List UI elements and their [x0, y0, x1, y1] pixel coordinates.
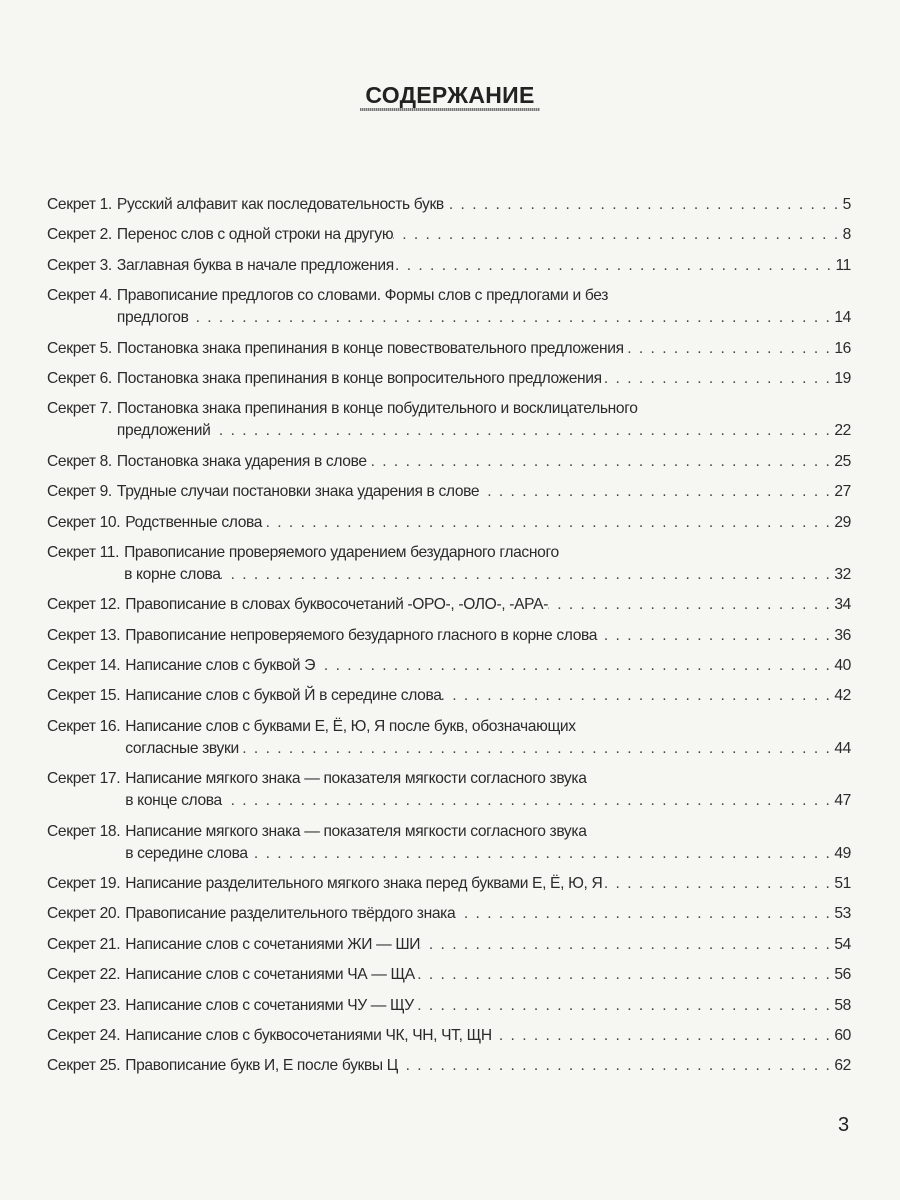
- dot-leader: [393, 224, 842, 246]
- toc-entry-label: Секрет 25.: [47, 1057, 121, 1075]
- dot-leader: [602, 873, 834, 895]
- toc-entry-label: Секрет 24.: [47, 1026, 121, 1044]
- toc-entry: [47, 338, 851, 360]
- toc-entry-label: Секрет 16.: [47, 717, 121, 735]
- toc-entry-title: Написание мягкого знака — показателя мягкости согласного звука: [125, 822, 587, 840]
- toc-entry-title: Трудные случаи постановки знака ударения в слове: [116, 483, 480, 501]
- toc-entry-label: Секрет 5.: [47, 339, 112, 357]
- dot-leader: [414, 995, 834, 1017]
- toc-entry: [47, 625, 851, 647]
- toc-entry-page: 47: [834, 792, 851, 810]
- dot-leader: [479, 481, 834, 503]
- toc-entry-title: Постановка знака препинания в конце повествовательного предложения: [116, 339, 624, 357]
- toc-entry: [47, 903, 851, 925]
- toc-entry-title: Заглавная буква в начале предложения: [116, 256, 394, 274]
- toc-entry-title: Правописание проверяемого ударением безударного гласного: [124, 543, 559, 561]
- toc-entry-label: Секрет 2.: [47, 226, 112, 244]
- toc-entry-page: 8: [842, 226, 851, 244]
- toc-entry: [47, 398, 851, 442]
- toc-entry-label: Секрет 13.: [47, 626, 121, 644]
- toc-entry-page: 58: [834, 996, 851, 1014]
- toc-entry-label: Секрет 7.: [47, 400, 112, 418]
- toc-entry-title: Постановка знака препинания в конце побудительного и восклицательного: [116, 400, 638, 418]
- dot-leader: [444, 194, 843, 216]
- toc-entry: [47, 655, 851, 677]
- dot-leader: [211, 420, 835, 442]
- toc-entry-page: 53: [834, 905, 851, 923]
- toc-entry-label: Секрет 23.: [47, 996, 121, 1014]
- toc-entry-label: Секрет 4.: [47, 287, 112, 305]
- toc-entry-title: Написание слов с буквой Й в середине слова: [125, 687, 442, 705]
- toc-entry-page: 25: [834, 452, 851, 470]
- dot-leader: [222, 790, 834, 812]
- page-title: СОДЕРЖАНИЕ: [365, 82, 535, 108]
- toc-entry-page: 19: [834, 369, 851, 387]
- toc-entry: [47, 1055, 851, 1077]
- toc-entry-page: 51: [834, 875, 851, 893]
- dot-leader: [602, 368, 835, 390]
- toc-entry-label: Секрет 17.: [47, 770, 121, 788]
- dot-leader: [442, 685, 835, 707]
- toc-entry: [47, 964, 851, 986]
- dot-leader: [221, 564, 835, 586]
- dot-leader: [189, 307, 835, 329]
- dot-leader: [492, 1025, 835, 1047]
- toc-entry-label: Секрет 3.: [47, 256, 112, 274]
- table-of-contents: [47, 194, 851, 1086]
- dot-leader: [394, 255, 836, 277]
- toc-entry-label: Секрет 14.: [47, 657, 121, 675]
- toc-entry-page: 49: [834, 844, 851, 862]
- dot-leader: [455, 903, 834, 925]
- toc-entry-title: Постановка знака препинания в конце вопросительного предложения: [116, 369, 602, 387]
- toc-entry-label: Секрет 12.: [47, 596, 121, 614]
- toc-entry-label: Секрет 19.: [47, 875, 121, 893]
- toc-entry: [47, 873, 851, 895]
- toc-entry-title: Написание слов с буквой Э: [125, 657, 316, 675]
- toc-entry: [47, 224, 851, 246]
- toc-entry-page: 5: [842, 196, 851, 213]
- toc-entry-title: согласные звуки: [125, 739, 239, 757]
- toc-entry-label: Секрет 21.: [47, 935, 121, 953]
- toc-entry: [47, 368, 851, 390]
- dot-leader: [367, 451, 835, 473]
- toc-entry-title: Правописание разделительного твёрдого знака: [125, 905, 456, 923]
- toc-entry-label: Секрет 9.: [47, 483, 112, 501]
- toc-entry-label: Секрет 11.: [47, 543, 120, 561]
- page-number: 3: [838, 1114, 850, 1136]
- toc-entry-page: 54: [834, 935, 851, 953]
- toc-entry-title: в корне слова: [124, 565, 221, 583]
- toc-entry-page: 29: [834, 513, 851, 531]
- toc-entry-label: Секрет 1.: [47, 196, 112, 213]
- toc-entry: [47, 995, 851, 1017]
- toc-entry-page: 32: [834, 565, 851, 583]
- toc-entry-title: Родственные слова: [125, 513, 263, 531]
- toc-entry-title: Написание слов с сочетаниями ЧА — ЩА: [125, 966, 415, 984]
- toc-entry: [47, 512, 851, 534]
- dot-leader: [548, 594, 834, 616]
- toc-entry-page: 14: [834, 309, 851, 327]
- toc-entry-page: 60: [834, 1026, 851, 1044]
- toc-entry: [47, 1025, 851, 1047]
- toc-entry-page: 40: [834, 657, 851, 675]
- dot-leader: [624, 338, 835, 360]
- toc-entry-label: Секрет 10.: [47, 513, 121, 531]
- toc-entry-title: Правописание в словах буквосочетаний -ОРО-, -ОЛО-, -АРА-: [125, 596, 549, 614]
- toc-entry: [47, 594, 851, 616]
- toc-entry-title: Правописание непроверяемого безударного гласного в корне слова: [125, 626, 598, 644]
- dot-leader: [597, 625, 834, 647]
- toc-entry-title: Перенос слов с одной строки на другую: [116, 226, 394, 244]
- toc-entry: [47, 821, 851, 865]
- toc-entry-page: 27: [834, 483, 851, 501]
- dot-leader: [262, 512, 834, 534]
- toc-entry-title: в конце слова: [125, 792, 222, 810]
- dot-leader: [420, 934, 834, 956]
- toc-entry-label: Секрет 6.: [47, 369, 112, 387]
- toc-entry-page: 34: [834, 596, 851, 614]
- toc-entry-title: в середине слова: [125, 844, 248, 862]
- toc-entry-title: Правописание предлогов со словами. Формы слов с предлогами и без: [116, 287, 609, 305]
- toc-entry-page: 36: [834, 626, 851, 644]
- toc-entry: [47, 934, 851, 956]
- dot-leader: [315, 655, 834, 677]
- toc-entry: [47, 768, 851, 812]
- toc-entry-page: 16: [834, 339, 851, 357]
- toc-entry: [47, 194, 851, 216]
- toc-entry-title: Правописание букв И, Е после буквы Ц: [125, 1057, 398, 1075]
- toc-entry-page: 42: [834, 687, 851, 705]
- toc-entry: [47, 255, 851, 277]
- toc-entry: [47, 685, 851, 707]
- toc-entry: [47, 716, 851, 760]
- dot-leader: [398, 1055, 834, 1077]
- toc-entry-title: предложений: [116, 422, 211, 440]
- toc-entry-page: 44: [834, 739, 851, 757]
- toc-entry: [47, 285, 851, 329]
- dot-leader: [415, 964, 834, 986]
- dot-leader: [239, 738, 835, 760]
- toc-entry-label: Секрет 8.: [47, 452, 112, 470]
- toc-entry-title: предлогов: [116, 309, 189, 327]
- toc-entry-label: Секрет 15.: [47, 687, 121, 705]
- toc-entry-title: Написание слов с сочетаниями ЧУ — ЩУ: [125, 996, 414, 1014]
- toc-entry-title: Написание слов с сочетаниями ЖИ — ШИ: [125, 935, 421, 953]
- toc-entry-page: 62: [834, 1057, 851, 1075]
- toc-entry-title: Написание разделительного мягкого знака перед буквами Е, Ё, Ю, Я: [125, 875, 603, 893]
- toc-entry: [47, 481, 851, 503]
- toc-entry-title: Написание слов с буквами Е, Ё, Ю, Я после букв, обозначающих: [125, 717, 576, 735]
- toc-entry-title: Написание слов с буквосочетаниями ЧК, ЧН, ЧТ, ЩН: [125, 1026, 492, 1044]
- toc-entry-title: Постановка знака ударения в слове: [116, 452, 367, 470]
- toc-entry-title: Написание мягкого знака — показателя мягкости согласного звука: [125, 770, 587, 788]
- title-underline: [360, 108, 540, 111]
- toc-entry: [47, 542, 851, 586]
- toc-entry-label: Секрет 18.: [47, 822, 121, 840]
- toc-entry-page: 22: [834, 422, 851, 440]
- toc-entry-page: 11: [835, 256, 851, 274]
- toc-entry-title: Русский алфавит как последовательность букв: [116, 196, 444, 213]
- dot-leader: [248, 843, 835, 865]
- toc-entry: [47, 451, 851, 473]
- toc-entry-label: Секрет 22.: [47, 966, 121, 984]
- toc-entry-label: Секрет 20.: [47, 905, 121, 923]
- toc-entry-page: 56: [834, 966, 851, 984]
